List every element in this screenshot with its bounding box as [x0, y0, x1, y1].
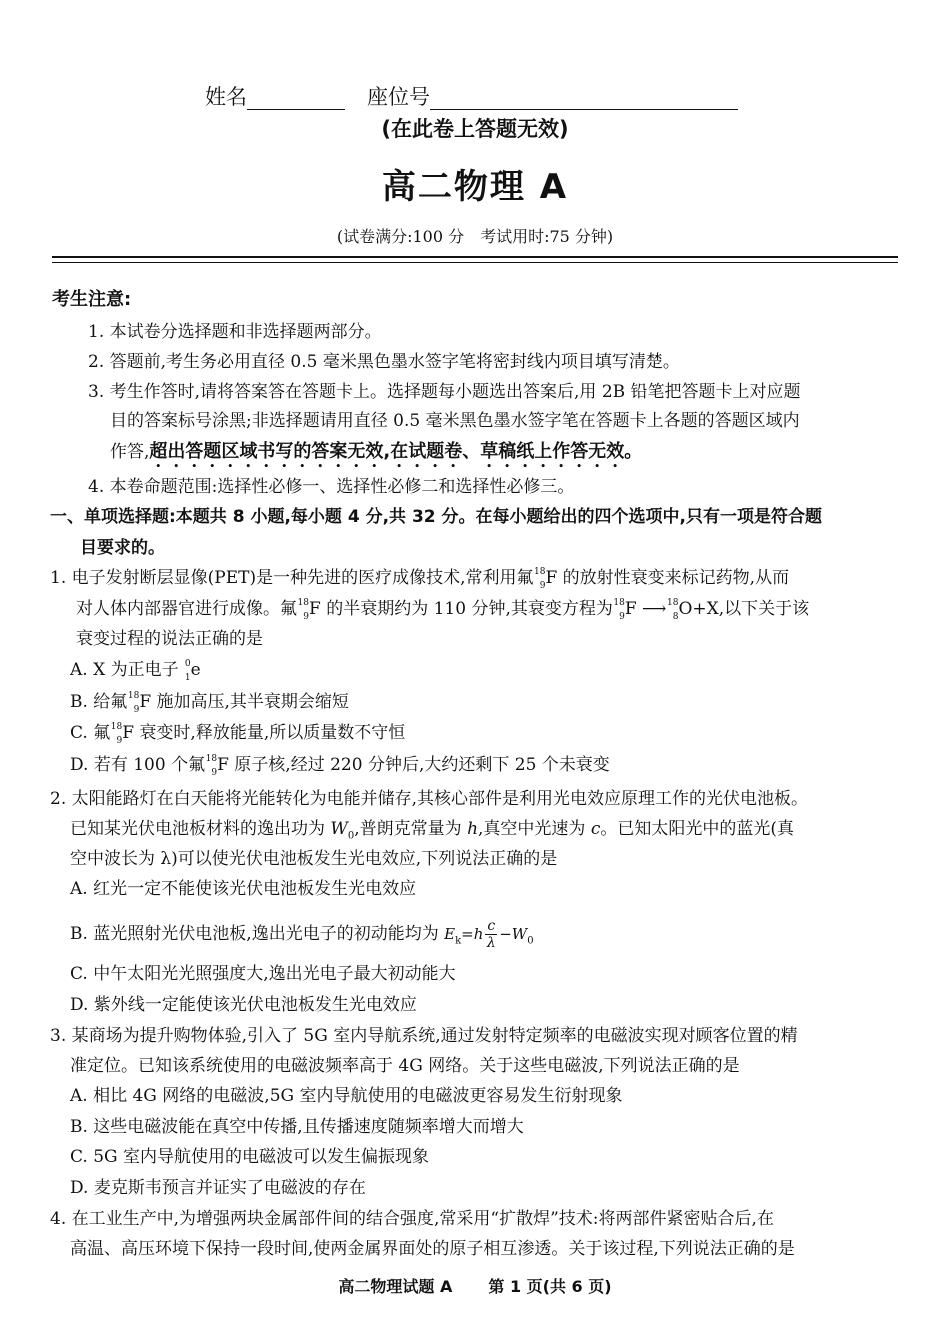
q3-stem-line-2: 准定位。已知该系统使用的电磁波频率高于 4G 网络。关于这些电磁波,下列说法正确的是	[70, 1056, 740, 1076]
q1-text: F 的放射性衰变来标记药物,从而	[545, 568, 790, 588]
q1-text: O+X,以下关于该	[678, 599, 810, 619]
q4-stem-line-1: 4. 在工业生产中,为增强两块金属部件间的结合强度,常采用“扩散焊”技术:将两部件紧密贴合后,在	[50, 1209, 774, 1229]
candidate-info-line	[205, 84, 738, 110]
q1-option-b-text: B. 给氟	[70, 692, 128, 712]
q1-text: 对人体内部器官进行成像。氟	[76, 599, 297, 619]
answer-invalid-notice: (在此卷上答题无效)	[381, 117, 569, 141]
q1-option-a[interactable]	[70, 658, 898, 682]
q1-stem-line-2	[76, 597, 898, 621]
q1-option-c-text: C. 氟	[70, 723, 111, 743]
notes-heading: 考生注意:	[52, 289, 132, 310]
f18-nuclide: 18 9	[110, 721, 123, 746]
c-over-lambda-fraction	[485, 918, 497, 951]
q2-option-a[interactable]: A. 红光一定不能使该光伏电池板发生光电效应	[70, 879, 417, 899]
q3-option-d[interactable]: D. 麦克斯韦预言并证实了电磁波的存在	[70, 1178, 366, 1198]
kinetic-energy-symbol: E	[444, 925, 456, 943]
q2-stem-line-2	[70, 817, 898, 848]
q4-stem-line-2: 高温、高压环境下保持一段时间,使两金属界面处的原子相互渗透。关于该过程,下列说法正确的是	[70, 1239, 795, 1259]
note-item-3-line-1: 3. 考生作答时,请将答案答在答题卡上。选择题每小题选出答案后,用 2B 铅笔把答题卡上对应题	[88, 382, 801, 402]
q1-stem-line-1	[50, 566, 898, 590]
q2-option-b-text: B. 蓝光照射光伏电池板,逸出光电子的初动能均为	[70, 924, 439, 944]
name-label: 姓名	[205, 85, 247, 109]
minus-work-function: −W	[499, 925, 528, 943]
f18-nuclide: 18 9	[127, 690, 140, 715]
q1-stem-line-3: 衰变过程的说法正确的是	[76, 629, 263, 649]
note-item-4: 4. 本卷命题范围:选择性必修一、选择性必修二和选择性必修三。	[88, 477, 575, 497]
footer-subject: 高二物理试题 A	[338, 1277, 453, 1296]
page-footer	[0, 1276, 950, 1298]
q2-option-d[interactable]: D. 紫外线一定能使该光伏电池板发生光电效应	[70, 995, 417, 1015]
light-speed-symbol: c	[590, 819, 601, 839]
note-item-1: 1. 本试卷分选择题和非选择题两部分。	[88, 322, 382, 342]
seat-label: 座位号	[367, 85, 430, 109]
seat-blank[interactable]	[430, 89, 738, 110]
q1-text: F 的半衰期约为 110 分钟,其衰变方程为	[309, 599, 613, 619]
q3-option-a[interactable]: A. 相比 4G 网络的电磁波,5G 室内导航使用的电磁波更容易发生衍射现象	[70, 1086, 623, 1106]
q1-option-c-text: F 衰变时,释放能量,所以质量数不守恒	[122, 723, 406, 743]
exam-meta: (试卷满分:100 分 考试用时:75 分钟)	[336, 227, 614, 246]
header-divider-thick	[52, 256, 898, 258]
note-item-3-line-3	[110, 440, 898, 472]
q1-text: F ⟶	[624, 599, 667, 619]
q3-option-c[interactable]: C. 5G 室内导航使用的电磁波可以发生偏振现象	[70, 1147, 430, 1167]
equation-equals-h: =h	[461, 925, 484, 943]
positron-nuclide: 0 1	[184, 658, 191, 683]
q1-option-a-text: e	[190, 660, 201, 680]
f18-nuclide: 18 9	[534, 566, 546, 591]
section-1-heading-line-2: 目要求的。	[80, 538, 165, 558]
work-function-subscript: 0	[347, 830, 355, 842]
work-function-symbol: W	[330, 819, 348, 839]
q2-text: 已知某光伏电池板材料的逸出功为	[70, 819, 325, 839]
q2-stem-line-3: 空中波长为 λ)可以使光伏电池板发生光电效应,下列说法正确的是	[70, 849, 558, 869]
q1-option-d-text: D. 若有 100 个氟	[70, 755, 206, 775]
q1-option-c[interactable]	[70, 721, 898, 745]
q1-option-b-text: F 施加高压,其半衰期会缩短	[139, 692, 349, 712]
note-item-3-emphasis: 超出答题区域书写的答案无效,在试题卷、草稿纸上作答无效。	[149, 441, 643, 462]
q1-option-d[interactable]	[70, 753, 898, 777]
q1-text: 1. 电子发射断层显像(PET)是一种先进的医疗成像技术,常利用氟	[50, 568, 534, 588]
fraction-numerator: c	[487, 918, 496, 934]
q1-option-d-text: F 原子核,经过 220 分钟后,大约还剩下 25 个未衰变	[217, 755, 610, 775]
header-divider-thin	[52, 262, 898, 263]
q3-stem-line-1: 3. 某商场为提升购物体验,引入了 5G 室内导航系统,通过发射特定频率的电磁波实现对顾客位置的精	[50, 1026, 798, 1046]
q2-stem-line-1: 2. 太阳能路灯在白天能将光能转化为电能并储存,其核心部件是利用光电效应原理工作的光伏电池板。	[50, 789, 809, 809]
work-function-subscript: 0	[527, 935, 534, 947]
f18-nuclide: 18 9	[297, 597, 309, 622]
o18-nuclide: 18 8	[666, 597, 679, 622]
f18-nuclide: 18 9	[613, 597, 625, 622]
section-1-heading-line-1: 一、单项选择题:本题共 8 小题,每小题 4 分,共 32 分。在每小题给出的四个选项中,只有一项是符合题	[50, 507, 822, 527]
q1-option-a-text: A. X 为正电子	[70, 660, 179, 680]
planck-symbol: h	[467, 819, 479, 839]
note-item-3-line-2: 目的答案标号涂黑;非选择题请用直径 0.5 毫米黑色墨水签字笔在答题卡上各题的答题区域内	[110, 411, 800, 431]
q2-option-c[interactable]: C. 中午太阳光光照强度大,逸出光电子最大初动能大	[70, 964, 456, 984]
footer-page-number: 第 1 页(共 6 页)	[488, 1277, 612, 1296]
q2-text: 。已知太阳光中的蓝光(真	[600, 819, 795, 839]
page-title: 高二物理 A	[381, 167, 569, 207]
note-item-2: 2. 答题前,考生务必用直径 0.5 毫米黑色墨水签字笔将密封线内项目填写清楚。	[88, 352, 680, 372]
kinetic-energy-subscript: k	[455, 935, 462, 947]
f18-nuclide: 18 9	[205, 753, 218, 778]
q2-text: ,真空中光速为	[478, 819, 586, 839]
note-item-3-prefix: 作答,	[110, 442, 150, 462]
q2-text: ,普朗克常量为	[354, 819, 462, 839]
name-blank[interactable]	[247, 89, 345, 110]
q1-option-b[interactable]	[70, 690, 898, 714]
q2-option-b[interactable]	[70, 918, 898, 956]
q3-option-b[interactable]: B. 这些电磁波能在真空中传播,且传播速度随频率增大而增大	[70, 1117, 524, 1137]
fraction-denominator: λ	[486, 935, 496, 951]
